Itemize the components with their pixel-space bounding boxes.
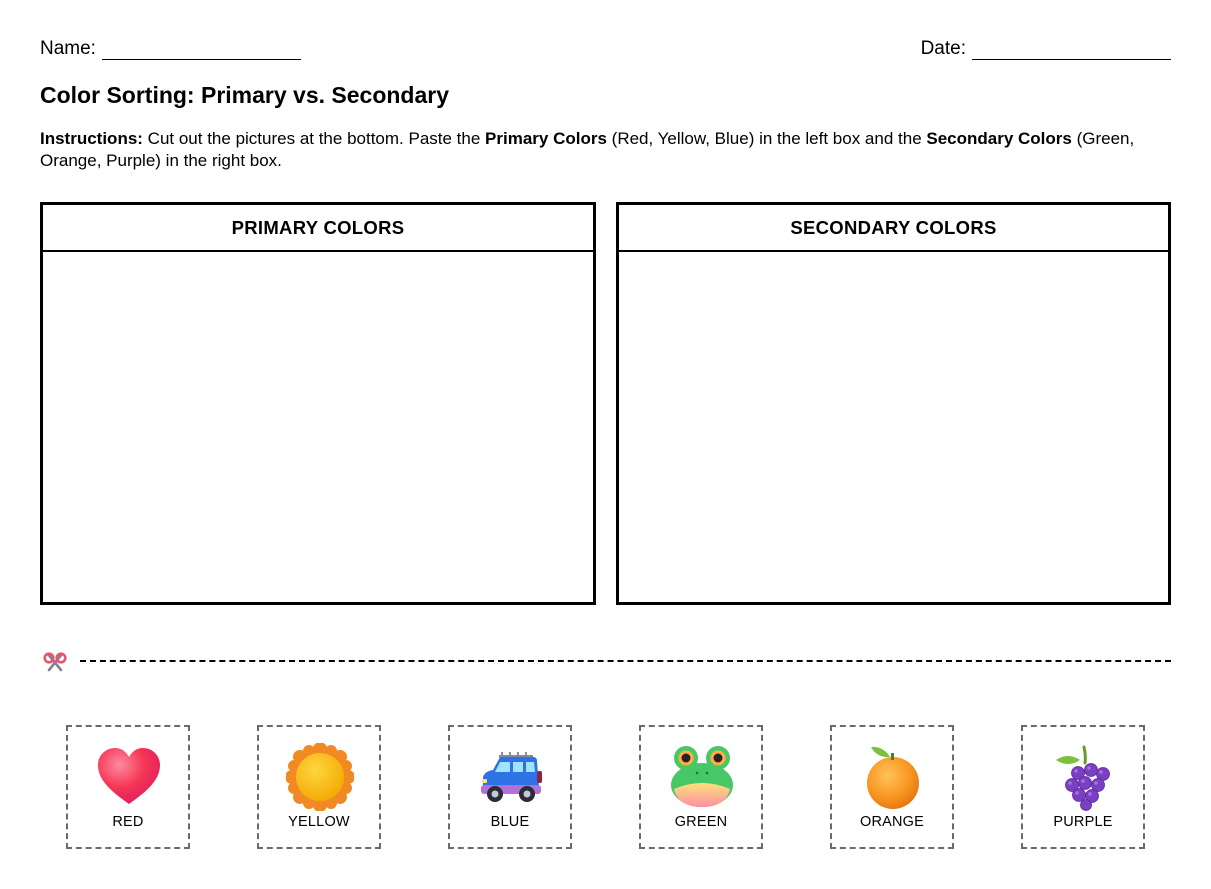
card-label-green: GREEN — [674, 814, 728, 830]
date-blank-line[interactable] — [972, 41, 1171, 60]
date-label: Date: — [920, 38, 966, 59]
name-blank-line[interactable] — [102, 41, 301, 60]
cut-line-row — [40, 648, 1171, 678]
cut-card-blue[interactable] — [448, 725, 572, 849]
secondary-colors-header: SECONDARY COLORS — [619, 205, 1168, 252]
cut-card-yellow[interactable] — [257, 725, 381, 849]
card-label-orange: ORANGE — [859, 814, 925, 830]
header-row — [40, 38, 1171, 62]
cut-card-red[interactable] — [66, 725, 190, 849]
scissors-icon — [42, 651, 68, 679]
cut-dashed-line — [80, 660, 1171, 662]
name-label: Name: — [40, 38, 96, 59]
instructions-text-3: (Green, Orange, Purple) in the right box. — [40, 129, 1135, 170]
card-label-purple: PURPLE — [1053, 814, 1113, 830]
card-label-red: RED — [112, 814, 144, 830]
car-icon — [477, 743, 545, 811]
cut-card-green[interactable] — [639, 725, 763, 849]
instructions-text-2: (Red, Yellow, Blue) in the left box and the — [606, 129, 927, 148]
orange-icon — [859, 743, 927, 811]
instructions-lead: Instructions: — [40, 129, 143, 148]
primary-colors-box — [40, 202, 596, 605]
primary-colors-header: PRIMARY COLORS — [43, 205, 593, 252]
name-field — [40, 38, 301, 60]
date-field — [921, 38, 1171, 60]
cut-card-purple[interactable] — [1021, 725, 1145, 849]
instructions-text-1: Cut out the pictures at the bottom. Paste the — [142, 129, 486, 148]
sun-icon — [286, 743, 354, 811]
grapes-icon — [1050, 743, 1118, 811]
secondary-colors-box — [616, 202, 1171, 605]
frog-icon — [668, 743, 736, 811]
card-label-blue: BLUE — [490, 814, 530, 830]
cut-card-orange[interactable] — [830, 725, 954, 849]
instructions — [40, 128, 1171, 171]
instructions-primary-bold: Primary Colors — [485, 129, 607, 148]
instructions-secondary-bold: Secondary Colors — [926, 129, 1072, 148]
worksheet-title: Color Sorting: Primary vs. Secondary — [40, 82, 450, 108]
card-label-yellow: YELLOW — [288, 814, 350, 830]
heart-icon — [95, 743, 163, 811]
